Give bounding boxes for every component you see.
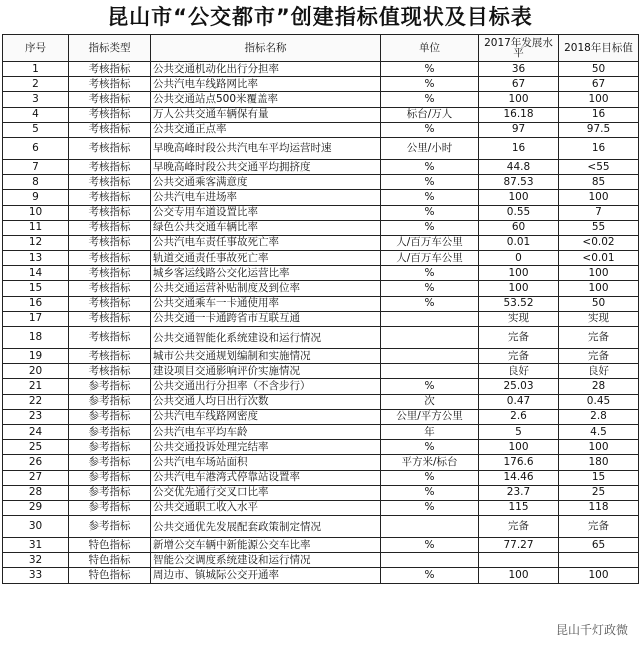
- cell-unit: [381, 553, 479, 568]
- cell-2018: 实现: [559, 311, 639, 326]
- cell-2018: [559, 553, 639, 568]
- cell-unit: %: [381, 470, 479, 485]
- cell-type: 参考指标: [69, 440, 151, 455]
- header-type: 指标类型: [69, 35, 151, 62]
- header-name: 指标名称: [151, 35, 381, 62]
- cell-name: 公共汽电车线路网密度: [151, 409, 381, 424]
- cell-unit: 人/百万车公里: [381, 235, 479, 250]
- cell-2018: 0.45: [559, 394, 639, 409]
- cell-name: 公交优先通行交叉口比率: [151, 485, 381, 500]
- cell-name: 公共汽电车责任事故死亡率: [151, 235, 381, 250]
- cell-2017: 60: [479, 220, 559, 235]
- cell-2018: 25: [559, 485, 639, 500]
- cell-index: 27: [3, 470, 69, 485]
- table-row: [3, 107, 639, 122]
- cell-name: 公共交通乘车一卡通使用率: [151, 296, 381, 311]
- cell-type: 考核指标: [69, 220, 151, 235]
- cell-unit: %: [381, 77, 479, 92]
- cell-index: 10: [3, 205, 69, 220]
- header-2018: 2018年目标值: [559, 35, 639, 62]
- table-row: [3, 220, 639, 235]
- table-row: [3, 159, 639, 174]
- cell-2017: 23.7: [479, 485, 559, 500]
- cell-type: 考核指标: [69, 92, 151, 107]
- cell-2017: 176.6: [479, 455, 559, 470]
- table-row: [3, 485, 639, 500]
- cell-type: 考核指标: [69, 122, 151, 137]
- cell-index: 17: [3, 311, 69, 326]
- cell-index: 26: [3, 455, 69, 470]
- cell-2018: 85: [559, 175, 639, 190]
- cell-unit: %: [381, 175, 479, 190]
- cell-type: 考核指标: [69, 327, 151, 349]
- cell-unit: 年: [381, 424, 479, 439]
- cell-unit: 公里/平方公里: [381, 409, 479, 424]
- cell-index: 16: [3, 296, 69, 311]
- cell-type: 考核指标: [69, 235, 151, 250]
- cell-2017: 16.18: [479, 107, 559, 122]
- table-row: [3, 327, 639, 349]
- cell-unit: [381, 311, 479, 326]
- cell-type: 考核指标: [69, 311, 151, 326]
- cell-name: 智能公交调度系统建设和运行情况: [151, 553, 381, 568]
- table-row: [3, 409, 639, 424]
- cell-unit: %: [381, 92, 479, 107]
- cell-name: 早晚高峰时段公共汽电车平均运营时速: [151, 137, 381, 159]
- cell-2017: 25.03: [479, 379, 559, 394]
- cell-2017: 0.55: [479, 205, 559, 220]
- cell-unit: 公里/小时: [381, 137, 479, 159]
- cell-unit: %: [381, 296, 479, 311]
- cell-unit: 标台/万人: [381, 107, 479, 122]
- cell-2017: 良好: [479, 364, 559, 379]
- cell-2018: 50: [559, 62, 639, 77]
- cell-2017: 5: [479, 424, 559, 439]
- cell-2017: 44.8: [479, 159, 559, 174]
- cell-2017: 115: [479, 500, 559, 515]
- cell-name: 公共交通正点率: [151, 122, 381, 137]
- cell-2018: 55: [559, 220, 639, 235]
- cell-index: 32: [3, 553, 69, 568]
- table-row: [3, 122, 639, 137]
- cell-type: 考核指标: [69, 175, 151, 190]
- cell-unit: %: [381, 568, 479, 583]
- table-row: [3, 205, 639, 220]
- cell-type: 考核指标: [69, 364, 151, 379]
- cell-name: 万人公共交通车辆保有量: [151, 107, 381, 122]
- cell-type: 考核指标: [69, 62, 151, 77]
- cell-name: 周边市、镇城际公交开通率: [151, 568, 381, 583]
- cell-type: 参考指标: [69, 516, 151, 538]
- cell-unit: %: [381, 159, 479, 174]
- cell-name: 城市公共交通规划编制和实施情况: [151, 349, 381, 364]
- cell-unit: [381, 516, 479, 538]
- cell-unit: [381, 349, 479, 364]
- cell-index: 20: [3, 364, 69, 379]
- cell-2018: 67: [559, 77, 639, 92]
- cell-unit: [381, 327, 479, 349]
- cell-2017: 完备: [479, 349, 559, 364]
- table-row: [3, 516, 639, 538]
- header-unit: 单位: [381, 35, 479, 62]
- cell-2017: 0.01: [479, 235, 559, 250]
- cell-2018: 100: [559, 92, 639, 107]
- cell-index: 28: [3, 485, 69, 500]
- cell-type: 考核指标: [69, 266, 151, 281]
- cell-index: 23: [3, 409, 69, 424]
- cell-name: 公共交通乘客满意度: [151, 175, 381, 190]
- cell-2018: 97.5: [559, 122, 639, 137]
- cell-unit: %: [381, 440, 479, 455]
- cell-2018: <55: [559, 159, 639, 174]
- watermark-label: 昆山千灯政微: [552, 620, 632, 639]
- cell-unit: 次: [381, 394, 479, 409]
- cell-unit: %: [381, 220, 479, 235]
- cell-2018: 完备: [559, 327, 639, 349]
- cell-type: 考核指标: [69, 159, 151, 174]
- cell-index: 21: [3, 379, 69, 394]
- cell-unit: %: [381, 205, 479, 220]
- cell-2018: 完备: [559, 349, 639, 364]
- cell-index: 25: [3, 440, 69, 455]
- cell-name: 公共交通投诉处理完结率: [151, 440, 381, 455]
- cell-index: 19: [3, 349, 69, 364]
- cell-index: 3: [3, 92, 69, 107]
- cell-2018: 100: [559, 568, 639, 583]
- table-row: [3, 311, 639, 326]
- cell-type: 考核指标: [69, 137, 151, 159]
- cell-index: 18: [3, 327, 69, 349]
- cell-index: 29: [3, 500, 69, 515]
- cell-2017: 完备: [479, 516, 559, 538]
- cell-name: 轨道交通责任事故死亡率: [151, 251, 381, 266]
- cell-name: 城乡客运线路公交化运营比率: [151, 266, 381, 281]
- cell-2017: 100: [479, 266, 559, 281]
- cell-2018: 2.8: [559, 409, 639, 424]
- table-row: [3, 235, 639, 250]
- cell-index: 31: [3, 538, 69, 553]
- cell-index: 22: [3, 394, 69, 409]
- page-title: 昆山市“公交都市”创建指标值现状及目标表: [107, 5, 533, 29]
- cell-2018: 16: [559, 137, 639, 159]
- cell-2017: 实现: [479, 311, 559, 326]
- cell-name: 公共交通运营补贴制度及到位率: [151, 281, 381, 296]
- cell-unit: %: [381, 190, 479, 205]
- cell-name: 公共交通优先发展配套政策制定情况: [151, 516, 381, 538]
- cell-index: 30: [3, 516, 69, 538]
- cell-2017: 14.46: [479, 470, 559, 485]
- cell-name: 早晚高峰时段公共交通平均拥挤度: [151, 159, 381, 174]
- cell-name: 公共交通智能化系统建设和运行情况: [151, 327, 381, 349]
- cell-2017: 100: [479, 190, 559, 205]
- cell-index: 4: [3, 107, 69, 122]
- table-row: [3, 62, 639, 77]
- cell-index: 33: [3, 568, 69, 583]
- cell-index: 2: [3, 77, 69, 92]
- table-row: [3, 394, 639, 409]
- cell-type: 特色指标: [69, 538, 151, 553]
- cell-2018: 100: [559, 266, 639, 281]
- cell-unit: 人/百万车公里: [381, 251, 479, 266]
- cell-unit: %: [381, 122, 479, 137]
- cell-2018: 16: [559, 107, 639, 122]
- cell-2018: 100: [559, 281, 639, 296]
- cell-index: 9: [3, 190, 69, 205]
- cell-2017: 77.27: [479, 538, 559, 553]
- cell-name: 公共交通站点500米覆盖率: [151, 92, 381, 107]
- cell-index: 24: [3, 424, 69, 439]
- cell-name: 新增公交车辆中新能源公交车比率: [151, 538, 381, 553]
- table-row: [3, 470, 639, 485]
- cell-name: 公共汽电车进场率: [151, 190, 381, 205]
- cell-name: 公共交通人均日出行次数: [151, 394, 381, 409]
- cell-name: 公交专用车道设置比率: [151, 205, 381, 220]
- table-row: [3, 77, 639, 92]
- table-row: [3, 349, 639, 364]
- cell-2018: 180: [559, 455, 639, 470]
- cell-type: 特色指标: [69, 553, 151, 568]
- cell-2017: 0: [479, 251, 559, 266]
- cell-2018: 65: [559, 538, 639, 553]
- cell-2017: 87.53: [479, 175, 559, 190]
- table-row: [3, 281, 639, 296]
- table-row: [3, 92, 639, 107]
- cell-2018: 7: [559, 205, 639, 220]
- cell-index: 12: [3, 235, 69, 250]
- cell-2017: 2.6: [479, 409, 559, 424]
- cell-unit: %: [381, 62, 479, 77]
- cell-type: 考核指标: [69, 190, 151, 205]
- cell-type: 参考指标: [69, 470, 151, 485]
- cell-2018: 完备: [559, 516, 639, 538]
- table-header-row: [3, 35, 639, 62]
- table-row: [3, 440, 639, 455]
- cell-index: 7: [3, 159, 69, 174]
- cell-type: 参考指标: [69, 455, 151, 470]
- cell-type: 考核指标: [69, 107, 151, 122]
- cell-name: 公共交通机动化出行分担率: [151, 62, 381, 77]
- cell-2017: 67: [479, 77, 559, 92]
- cell-2018: 15: [559, 470, 639, 485]
- cell-2017: 0.47: [479, 394, 559, 409]
- table-row: [3, 553, 639, 568]
- cell-2018: <0.02: [559, 235, 639, 250]
- cell-2018: 良好: [559, 364, 639, 379]
- table-row: [3, 137, 639, 159]
- cell-unit: %: [381, 500, 479, 515]
- cell-2017: 100: [479, 281, 559, 296]
- table-row: [3, 190, 639, 205]
- cell-2018: 50: [559, 296, 639, 311]
- cell-name: 公共汽电车场站面积: [151, 455, 381, 470]
- cell-type: 考核指标: [69, 77, 151, 92]
- cell-name: 绿色公共交通车辆比率: [151, 220, 381, 235]
- cell-name: 公共交通一卡通跨省市互联互通: [151, 311, 381, 326]
- cell-2017: 16: [479, 137, 559, 159]
- table-row: [3, 500, 639, 515]
- table-row: [3, 538, 639, 553]
- cell-unit: [381, 364, 479, 379]
- table-row: [3, 379, 639, 394]
- table-row: [3, 251, 639, 266]
- cell-2018: 28: [559, 379, 639, 394]
- cell-2017: 36: [479, 62, 559, 77]
- cell-type: 参考指标: [69, 379, 151, 394]
- cell-type: 特色指标: [69, 568, 151, 583]
- table-row: [3, 455, 639, 470]
- cell-name: 公共汽电车港湾式停靠站设置率: [151, 470, 381, 485]
- cell-unit: %: [381, 538, 479, 553]
- cell-2017: 100: [479, 568, 559, 583]
- cell-type: 参考指标: [69, 424, 151, 439]
- cell-type: 参考指标: [69, 500, 151, 515]
- cell-2017: 97: [479, 122, 559, 137]
- cell-index: 5: [3, 122, 69, 137]
- cell-index: 15: [3, 281, 69, 296]
- cell-type: 参考指标: [69, 485, 151, 500]
- table-row: [3, 175, 639, 190]
- cell-2017: 53.52: [479, 296, 559, 311]
- cell-name: 公共汽电车线路网比率: [151, 77, 381, 92]
- table-row: [3, 296, 639, 311]
- cell-2018: 4.5: [559, 424, 639, 439]
- header-index: 序号: [3, 35, 69, 62]
- cell-index: 8: [3, 175, 69, 190]
- cell-name: 公共汽电车平均车龄: [151, 424, 381, 439]
- cell-name: 建设项目交通影响评价实施情况: [151, 364, 381, 379]
- cell-unit: %: [381, 379, 479, 394]
- cell-unit: 平方米/标台: [381, 455, 479, 470]
- cell-2017: 完备: [479, 327, 559, 349]
- table-row: [3, 266, 639, 281]
- cell-unit: %: [381, 485, 479, 500]
- cell-unit: %: [381, 266, 479, 281]
- cell-type: 考核指标: [69, 296, 151, 311]
- header-2017: 2017年发展水平: [479, 35, 559, 62]
- cell-2018: 118: [559, 500, 639, 515]
- cell-2018: 100: [559, 440, 639, 455]
- cell-type: 参考指标: [69, 409, 151, 424]
- cell-index: 1: [3, 62, 69, 77]
- table-row: [3, 364, 639, 379]
- cell-index: 11: [3, 220, 69, 235]
- cell-name: 公共交通出行分担率（不含步行）: [151, 379, 381, 394]
- cell-2017: [479, 553, 559, 568]
- cell-type: 参考指标: [69, 394, 151, 409]
- cell-type: 考核指标: [69, 349, 151, 364]
- cell-name: 公共交通职工收入水平: [151, 500, 381, 515]
- table-row: [3, 424, 639, 439]
- cell-index: 6: [3, 137, 69, 159]
- cell-2018: 100: [559, 190, 639, 205]
- cell-2017: 100: [479, 92, 559, 107]
- cell-2017: 100: [479, 440, 559, 455]
- cell-type: 考核指标: [69, 281, 151, 296]
- cell-unit: %: [381, 281, 479, 296]
- cell-type: 考核指标: [69, 205, 151, 220]
- cell-index: 13: [3, 251, 69, 266]
- cell-2018: <0.01: [559, 251, 639, 266]
- cell-index: 14: [3, 266, 69, 281]
- indicator-table: [2, 34, 639, 584]
- cell-type: 考核指标: [69, 251, 151, 266]
- table-row: [3, 568, 639, 583]
